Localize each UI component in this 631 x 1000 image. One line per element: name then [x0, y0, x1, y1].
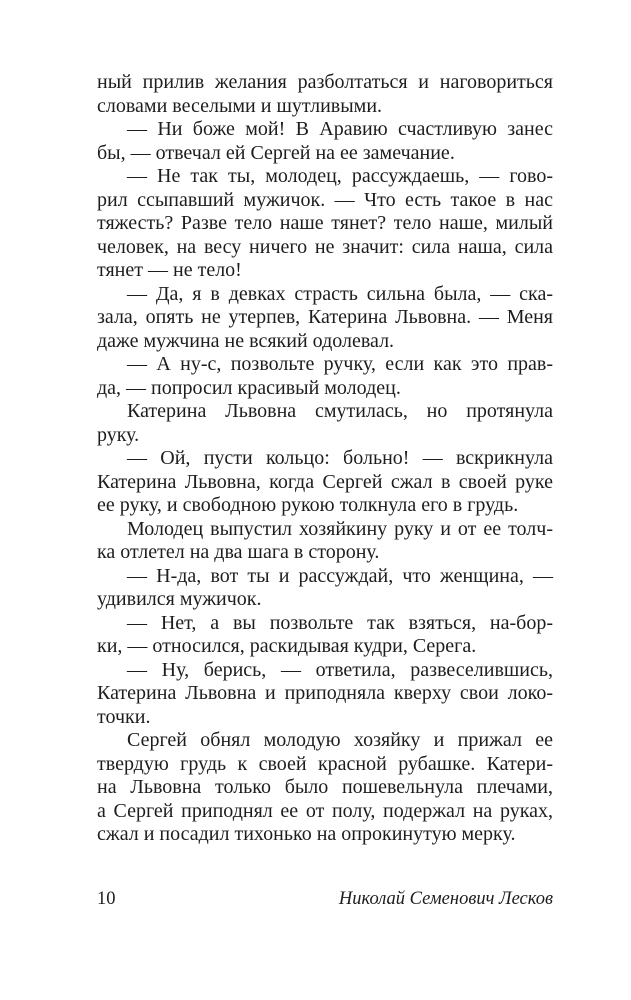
text-line: — Нет, а вы позвольте так взяться, на-бор- [127, 611, 553, 634]
text-line: твердую грудь к своей красной рубашке. Катери- [97, 752, 553, 775]
text-line: словами веселыми и шутливыми. [97, 94, 383, 117]
paragraph [97, 165, 553, 283]
text-line: Катерина Львовна смутилась, но протянула [127, 400, 553, 422]
text-line: бы, — отвечал ей Сергей на ее замечание. [97, 141, 455, 164]
text-line: — А ну-с, позвольте ручку, если как это прав- [127, 353, 553, 375]
text-line: Катерина Львовна и приподняла кверху свои локо- [97, 682, 553, 704]
paragraph [97, 518, 553, 565]
paragraph [97, 283, 553, 354]
paragraph [97, 612, 553, 659]
page-text [97, 71, 553, 847]
text-line: руку. [97, 423, 140, 446]
text-line: ка отлетел на два шага в сторону. [97, 541, 380, 563]
text-line: рил ссыпавший мужичок. — Что есть такое в нас [97, 188, 553, 211]
text-line: — Ой, пусти кольцо: больно! — вскрикнула [127, 447, 553, 469]
text-line: а Сергей приподнял ее от полу, подержал на руках, [97, 799, 553, 822]
text-line: человек, на весу ничего не значит: сила наша, сила [97, 235, 553, 258]
text-line: — Ни боже мой! В Аравию счастливую занес [127, 118, 553, 140]
text-line: удивился мужичок. [97, 588, 262, 610]
text-line: да, — попросил красивый молодец. [97, 376, 401, 399]
text-line: тянет — не тело! [97, 259, 242, 281]
text-line: ее руку, и свободною рукою толкнула его в грудь. [97, 494, 519, 516]
running-title-author: Николай Семенович Лесков [338, 889, 553, 909]
text-line: — Не так ты, молодец, рассуждаешь, — гово- [127, 165, 553, 187]
text-line: на Львовна только было пошевельнула плечами, [97, 776, 553, 798]
paragraph [97, 729, 553, 847]
text-line: Молодец выпустил хозяйкину руку и от ее толч- [127, 517, 553, 540]
text-line: Катерина Львовна, когда Сергей сжал в своей руке [97, 470, 553, 493]
text-line: — Да, я в девках страсть сильна была, — ска- [127, 282, 553, 305]
text-line: ки, — относился, раскидывая кудри, Серега. [97, 635, 477, 657]
text-line: даже мужчина не всякий одолевал. [97, 329, 395, 352]
text-line: зала, опять не утерпев, Катерина Львовна. — Меня [97, 306, 553, 328]
text-line: тяжесть? Разве тело наше тянет? тело наше, милый [97, 212, 553, 234]
paragraph [97, 447, 553, 518]
text-line: Сергей обнял молодую хозяйку и прижал ее [127, 729, 553, 751]
paragraph [97, 118, 553, 165]
paragraph [97, 659, 553, 730]
text-line: точки. [97, 705, 151, 728]
paragraph [97, 71, 553, 118]
text-line: — Н-да, вот ты и рассуждай, что женщина, — [127, 564, 553, 587]
text-line: ный прилив желания разболтаться и наговориться [97, 71, 553, 93]
paragraph [97, 353, 553, 400]
page-footer [97, 888, 553, 910]
paragraph [97, 400, 553, 447]
paragraph [97, 565, 553, 612]
text-line: сжал и посадил тихонько на опрокинутую мерку. [97, 823, 516, 845]
page-number: 10 [97, 889, 116, 909]
text-line: — Ну, берись, — ответила, развеселившись, [127, 658, 553, 681]
